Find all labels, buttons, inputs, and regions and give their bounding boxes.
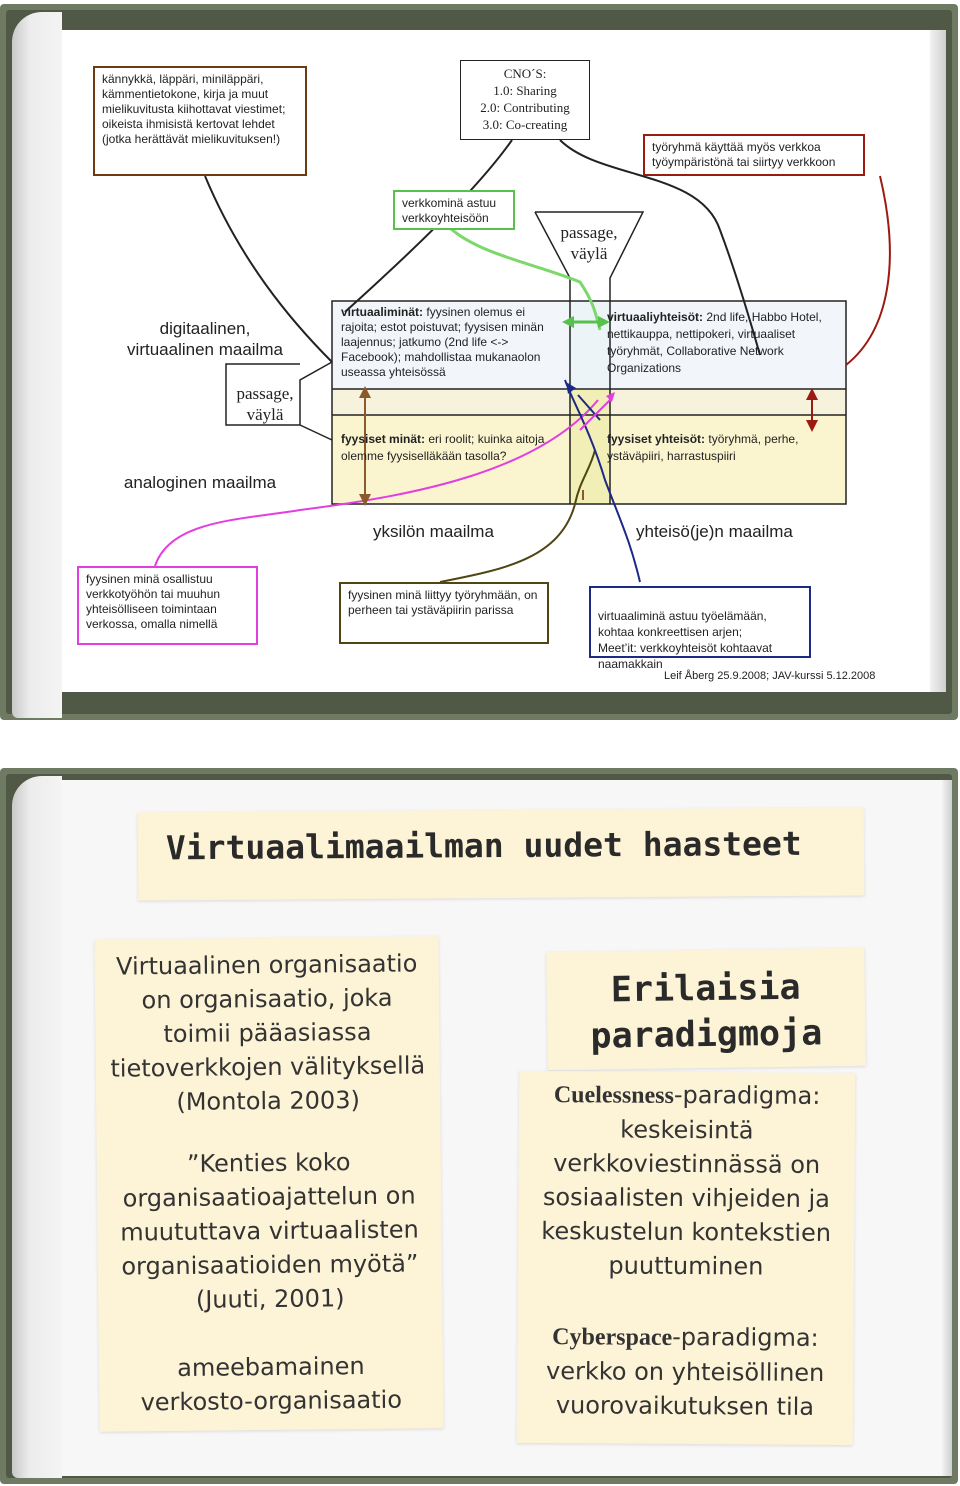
box-workgroup-text: työryhmä käyttää myös verkkoa työympäristönä tai siirtyy verkkoon <box>652 140 836 169</box>
credit-line: Leif Åberg 25.9.2008; JAV-kurssi 5.12.2008 <box>664 670 876 682</box>
gap-bg-top <box>570 301 610 389</box>
left-note-p2: ”Kenties koko organisaatioajattelun on muututtava virtuaalisten organisaatioiden myötä” (Juuti, 2001) <box>120 1148 419 1314</box>
label-community-world: yhteisö(je)n maailma <box>636 522 793 541</box>
box-devices-text: kännykkä, läppäri, miniläppäri, kämmentietokone, kirja ja muut mielikuvitusta kiihottavat viestimet; oikeista ihmisistä kertovat lehdet (jotka herättävät mielikuvituksen!) <box>102 72 286 146</box>
paradigm-note <box>517 1071 856 1445</box>
box-verkkomina-text: verkkominä astuu verkkoyhteisöön <box>402 196 497 225</box>
funnel-left-label: passage, väylä <box>236 384 294 424</box>
cell-physical-communities-text: työryhmä, perhe, ystäväpiiri, harrastuspiiri <box>607 432 799 463</box>
box-verkkomina <box>393 190 515 230</box>
paradigm-title: Erilaisia paradigmoja <box>590 967 823 1057</box>
connector-workgroup <box>846 176 890 365</box>
label-analog-world: analoginen maailma <box>123 473 277 492</box>
title-note <box>138 807 865 900</box>
cell-physical-communities <box>607 431 839 465</box>
cell-physical-communities-bold: fyysiset yhteisöt: <box>607 432 706 446</box>
cyberspace-paragraph <box>527 1319 844 1424</box>
box-devices <box>93 66 307 176</box>
left-note-p3: ameebamainen verkosto-organisaatio <box>140 1352 403 1417</box>
slide-2-title: Virtuaalimaailman uudet haasteet <box>165 823 802 868</box>
cell-physical-selves <box>341 431 563 465</box>
funnel-top-label: passage, väylä <box>560 223 618 263</box>
book-left-page-2 <box>12 776 62 1478</box>
box-cnos <box>460 60 590 140</box>
cuelessness-paragraph <box>528 1077 845 1284</box>
left-note-p1: Virtuaalinen organisaatio on organisaatio, joka toimii pääasiassa tietoverkkojen välityksellä (Montola 2003) <box>110 949 426 1116</box>
box-worklife-text: virtuaaliminä astuu työelämään, kohtaa konkreettisen arjen; Meet’it: verkkoyhteisöt kohtaavat naamakkain <box>598 609 773 671</box>
cnos-title: CNO´S: <box>503 66 547 81</box>
cell-virtual-communities-text: 2nd life, Habbo Hotel, nettikauppa, nettipokeri, virtuaaliset työryhmät, Collaborative Network Organizations <box>607 310 822 375</box>
label-digital-world: digitaalinen, virtuaalinen maailma <box>127 319 283 359</box>
cell-virtual-communities <box>607 309 839 377</box>
box-worklife <box>589 586 811 671</box>
cnos-line-2: 2.0: Contributing <box>480 100 570 115</box>
label-individual-world: yksilön maailma <box>373 522 494 541</box>
cell-virtual-selves <box>341 305 563 380</box>
paradigm-title-note <box>546 948 866 1070</box>
cell-physical-selves-text: eri roolit; kuinka aitoja olemme fyysiselläkään tasolla? <box>341 432 545 463</box>
cell-virtual-selves-bold: virtuaaliminät: <box>341 305 424 319</box>
cuelessness-text: -paradigma: keskeisintä verkkoviestinnässä on sosiaalisten vihjeiden ja keskustelun kontekstien puuttuminen <box>541 1080 832 1281</box>
left-note <box>94 936 443 1432</box>
cell-physical-selves-bold: fyysiset minät: <box>341 432 426 446</box>
cyberspace-term: Cyberspace <box>552 1324 673 1351</box>
cell-virtual-communities-bold: virtuaaliyhteisöt: <box>607 310 704 324</box>
box-participate-text: fyysinen minä osallistuu verkkotyöhön tai muuhun yhteisölliseen toimintaan verkossa, omalla nimellä <box>86 572 221 631</box>
cuelessness-term: Cuelessness <box>553 1082 674 1109</box>
box-participate <box>77 566 258 645</box>
cnos-line-3: 3.0: Co-creating <box>482 117 568 132</box>
box-joins-text: fyysinen minä liittyy työryhmään, on perheen tai ystäväpiirin parissa <box>348 588 538 617</box>
box-joins <box>339 582 549 644</box>
cnos-line-1: 1.0: Sharing <box>493 83 557 98</box>
box-workgroup <box>643 134 865 176</box>
cell-virtual-selves-text: fyysinen olemus ei rajoita; estot poistuvat; fyysisen minän laajennus; jatkumo (2nd life <-> Facebook); mahdollistaa mukanaolon useassa yhteisössä <box>341 305 544 379</box>
cyberspace-text: -paradigma: verkko on yhteisöllinen vuorovaikutuksen tila <box>545 1322 825 1421</box>
book-right-edge-2 <box>942 780 952 1476</box>
